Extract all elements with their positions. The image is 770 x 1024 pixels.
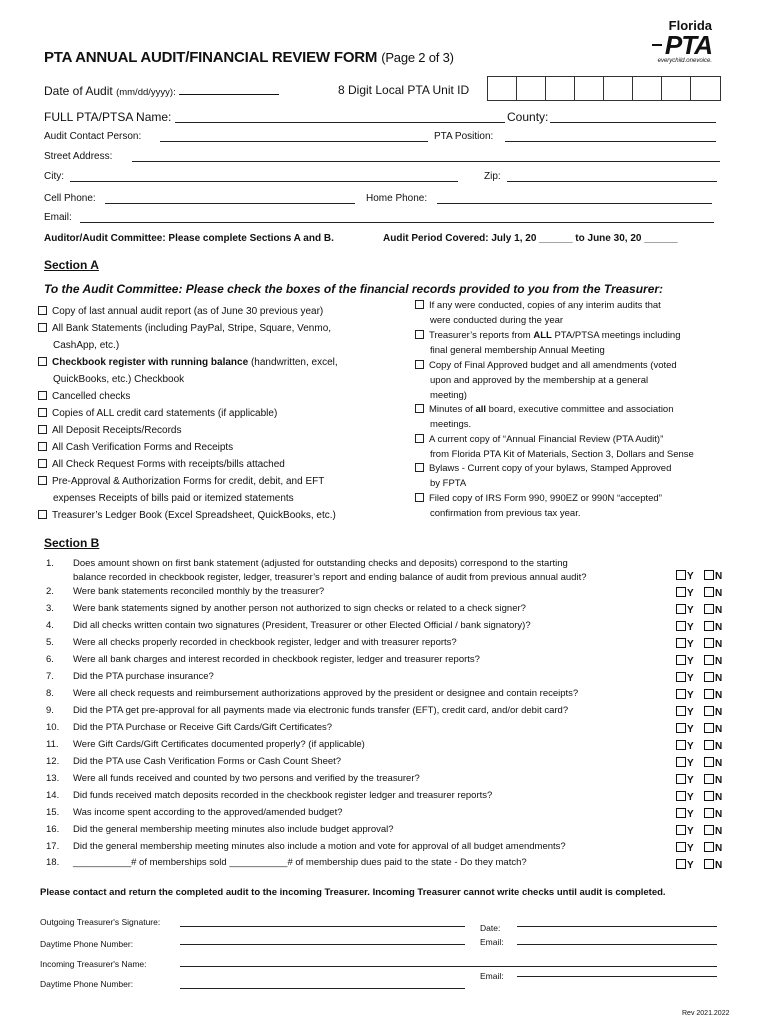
checkbox[interactable]: [38, 408, 47, 417]
checklist-item-cont: expenses Receipts of bills paid or itemized statements: [53, 493, 294, 504]
checklist-item-cont: QuickBooks, etc.) Checkbook: [53, 374, 185, 385]
question-number: 10.: [46, 722, 60, 733]
checklist-item[interactable]: A current copy of “Annual Financial Review (PTA Audit)”: [415, 434, 663, 445]
no-label: N: [715, 571, 723, 582]
checklist-item-cont: by FPTA: [430, 478, 467, 489]
no-label: N: [715, 724, 723, 735]
checkbox[interactable]: [415, 330, 424, 339]
no-label: N: [715, 826, 723, 837]
logo-tagline: everychild.onevoice.: [657, 58, 712, 64]
checklist-item[interactable]: Treasurer’s Ledger Book (Excel Spreadsheet, QuickBooks, etc.): [38, 510, 336, 521]
question-text: Was income spent according to the approved/amended budget?: [73, 807, 343, 818]
question-text: Does amount shown on first bank statement (adjusted for outstanding checks and deposits) correspond to the starting: [73, 558, 568, 569]
checkbox[interactable]: [704, 774, 714, 784]
checklist-item[interactable]: Filed copy of IRS Form 990, 990EZ or 990N “accepted”: [415, 493, 662, 504]
yes-label: Y: [687, 605, 694, 616]
city-label: City:: [44, 171, 64, 182]
date-of-audit-field[interactable]: [44, 83, 279, 98]
checkbox[interactable]: [38, 510, 47, 519]
question-text: Did all checks written contain two signatures (President, Treasurer or other Elected Official / bank signatory)?: [73, 620, 531, 631]
checkbox[interactable]: [676, 740, 686, 750]
auditor-note: Auditor/Audit Committee: Please complete Sections A and B.: [44, 233, 334, 244]
outgoing-signature-label: Outgoing Treasurer's Signature:: [40, 917, 161, 927]
question-number: 11.: [46, 739, 59, 750]
question-text: Did the PTA use Cash Verification Forms or Cash Count Sheet?: [73, 756, 342, 767]
audit-contact-label: Audit Contact Person:: [44, 131, 142, 142]
checklist-item[interactable]: If any were conducted, copies of any interim audits that: [415, 300, 661, 311]
no-checkbox[interactable]: [704, 740, 722, 752]
checklist-item[interactable]: Cancelled checks: [38, 391, 130, 402]
yes-checkbox[interactable]: [676, 774, 694, 786]
no-label: N: [715, 758, 723, 769]
unit-id-box[interactable]: [575, 77, 604, 100]
question-number: 18.: [46, 857, 60, 868]
county-label: County:: [507, 110, 549, 124]
unit-id-box[interactable]: [517, 77, 546, 100]
no-checkbox[interactable]: [704, 706, 722, 718]
checkbox[interactable]: [38, 459, 47, 468]
checkbox[interactable]: [704, 825, 714, 835]
unit-id-box[interactable]: [488, 77, 517, 100]
checkbox[interactable]: [676, 808, 686, 818]
checkbox[interactable]: [704, 842, 714, 852]
daytime-phone-label: Daytime Phone Number:: [40, 939, 134, 949]
yes-checkbox[interactable]: [676, 604, 694, 616]
outgoing-signature-input[interactable]: [180, 926, 465, 927]
question-text: Were bank statements signed by another person not authorized to sign checks or related to a check signer?: [73, 603, 526, 614]
checklist-item[interactable]: Minutes of all board, executive committee and association: [415, 404, 674, 415]
no-checkbox[interactable]: [704, 570, 722, 582]
checkbox[interactable]: [676, 587, 686, 597]
email-label-outgoing: Email:: [480, 937, 504, 947]
no-label: N: [715, 622, 723, 633]
no-checkbox[interactable]: [704, 689, 722, 701]
section-a-instruction: [44, 282, 663, 296]
unit-id-box[interactable]: [662, 77, 691, 100]
unit-id-box[interactable]: [691, 77, 720, 100]
yes-label: Y: [687, 860, 694, 871]
checkbox[interactable]: [704, 587, 714, 597]
street-input[interactable]: [132, 161, 720, 162]
yes-checkbox[interactable]: [676, 859, 694, 871]
yes-checkbox[interactable]: [676, 672, 694, 684]
date-label: Date:: [480, 923, 501, 933]
yes-label: Y: [687, 656, 694, 667]
instruction-prefix: To the Audit Committee:: [44, 282, 183, 296]
page-title: [44, 49, 454, 66]
checkbox[interactable]: [676, 621, 686, 631]
no-checkbox[interactable]: [704, 672, 722, 684]
street-label: Street Address:: [44, 151, 113, 162]
checkbox[interactable]: [676, 774, 686, 784]
daytime-phone-input[interactable]: [180, 944, 465, 945]
checkbox[interactable]: [676, 638, 686, 648]
date-input[interactable]: [517, 926, 717, 927]
no-checkbox[interactable]: [704, 621, 722, 633]
no-label: N: [715, 690, 723, 701]
home-phone-input[interactable]: [437, 203, 712, 204]
checkbox[interactable]: [704, 655, 714, 665]
yes-checkbox[interactable]: [676, 587, 694, 599]
no-checkbox[interactable]: [704, 723, 722, 735]
question-number: 8.: [46, 688, 54, 699]
checklist-item[interactable]: Bylaws - Current copy of your bylaws, Stamped Approved: [415, 463, 671, 474]
question-number: 2.: [46, 586, 54, 597]
checkbox[interactable]: [676, 757, 686, 767]
audit-period: Audit Period Covered: July 1, 20 ______ to June 30, 20 ______: [383, 233, 678, 244]
yes-label: Y: [687, 673, 694, 684]
checkbox[interactable]: [38, 391, 47, 400]
question-text: Were all bank charges and interest recorded in checkbook register, ledger and treasurer reports?: [73, 654, 480, 665]
yes-checkbox[interactable]: [676, 638, 694, 650]
logo-bar: [652, 44, 662, 46]
checkbox[interactable]: [704, 791, 714, 801]
date-format-label: (mm/dd/yyyy):: [116, 87, 176, 98]
florida-pta-logo: [640, 18, 740, 66]
full-name-input[interactable]: [175, 122, 505, 123]
question-number: 1.: [46, 558, 54, 569]
daytime-phone-input-incoming[interactable]: [180, 988, 465, 989]
checkbox[interactable]: [704, 757, 714, 767]
checklist-item[interactable]: Copies of ALL credit card statements (if applicable): [38, 408, 277, 419]
checkbox[interactable]: [676, 672, 686, 682]
yes-checkbox[interactable]: [676, 570, 694, 582]
page-indicator: (Page 2 of 3): [381, 50, 454, 65]
checkbox[interactable]: [704, 570, 714, 580]
yes-label: Y: [687, 843, 694, 854]
yes-label: Y: [687, 622, 694, 633]
date-of-audit-input[interactable]: [179, 83, 279, 95]
checkbox[interactable]: [704, 859, 714, 869]
question-text: Did funds received match deposits recorded in the checkbook register ledger and treasurer reports?: [73, 790, 493, 801]
yes-checkbox[interactable]: [676, 791, 694, 803]
question-number: 7.: [46, 671, 54, 682]
checkbox[interactable]: [676, 570, 686, 580]
cell-phone-label: Cell Phone:: [44, 193, 96, 204]
email-input-outgoing[interactable]: [517, 944, 717, 945]
no-label: N: [715, 860, 723, 871]
question-number: 15.: [46, 807, 60, 818]
yes-checkbox[interactable]: [676, 723, 694, 735]
checkbox[interactable]: [704, 672, 714, 682]
checkbox[interactable]: [38, 442, 47, 451]
logo-main: PTA: [664, 30, 712, 60]
checklist-item[interactable]: All Cash Verification Forms and Receipts: [38, 442, 233, 453]
no-label: N: [715, 775, 723, 786]
checkbox[interactable]: [415, 493, 424, 502]
unit-id-box[interactable]: [633, 77, 662, 100]
question-text: Did the general membership meeting minutes also include a motion and vote for approval of all budget amendments?: [73, 841, 566, 852]
email-input-incoming[interactable]: [517, 976, 717, 977]
instruction-text: Please check the boxes of the financial records provided to you from the Treasurer:: [185, 282, 664, 296]
checklist-item-cont: meeting): [430, 390, 467, 401]
checkbox[interactable]: [38, 357, 47, 366]
yes-checkbox[interactable]: [676, 689, 694, 701]
unit-id-boxes[interactable]: [487, 76, 721, 101]
question-text: Were all check requests and reimbursement authorizations approved by the president or designee and contain receipts?: [73, 688, 579, 699]
question-number: 17.: [46, 841, 60, 852]
home-phone-label: Home Phone:: [366, 193, 428, 204]
checklist-item-cont: final general membership Annual Meeting: [430, 345, 605, 356]
checkbox[interactable]: [415, 463, 424, 472]
question-number: 5.: [46, 637, 54, 648]
unit-id-label: 8 Digit Local PTA Unit ID: [338, 83, 470, 97]
no-label: N: [715, 588, 723, 599]
checkbox[interactable]: [38, 476, 47, 485]
checklist-item-cont: CashApp, etc.): [53, 340, 120, 351]
no-checkbox[interactable]: [704, 808, 722, 820]
yes-checkbox[interactable]: [676, 740, 694, 752]
question-number: 14.: [46, 790, 60, 801]
no-checkbox[interactable]: [704, 842, 722, 854]
checkbox[interactable]: [415, 434, 424, 443]
checkbox[interactable]: [676, 859, 686, 869]
no-label: N: [715, 673, 723, 684]
checkbox[interactable]: [704, 604, 714, 614]
yes-checkbox[interactable]: [676, 655, 694, 667]
checklist-item[interactable]: Treasurer’s reports from ALL PTA/PTSA meetings including: [415, 330, 681, 341]
checkbox[interactable]: [704, 723, 714, 733]
question-text: Were bank statements reconciled monthly by the treasurer?: [73, 586, 325, 597]
yes-checkbox[interactable]: [676, 757, 694, 769]
yes-label: Y: [687, 826, 694, 837]
checklist-item[interactable]: Copy of last annual audit report (as of June 30 previous year): [38, 306, 323, 317]
question-number: 9.: [46, 705, 54, 716]
no-checkbox[interactable]: [704, 655, 722, 667]
question-number: 3.: [46, 603, 54, 614]
checklist-item[interactable]: All Check Request Forms with receipts/bills attached: [38, 459, 285, 470]
daytime-phone-label-incoming: Daytime Phone Number:: [40, 979, 134, 989]
yes-checkbox[interactable]: [676, 706, 694, 718]
no-label: N: [715, 639, 723, 650]
no-label: N: [715, 843, 723, 854]
yes-checkbox[interactable]: [676, 621, 694, 633]
no-label: N: [715, 656, 723, 667]
footer-notice: Please contact and return the completed audit to the incoming Treasurer. Incoming Treasurer cannot write checks until audit is completed.: [40, 887, 666, 898]
audit-contact-input[interactable]: [160, 141, 428, 142]
pta-position-input[interactable]: [505, 141, 716, 142]
question-text: Did the PTA purchase insurance?: [73, 671, 214, 682]
yes-label: Y: [687, 571, 694, 582]
incoming-name-label: Incoming Treasurer's Name:: [40, 959, 147, 969]
question-number: 4.: [46, 620, 54, 631]
no-checkbox[interactable]: [704, 825, 722, 837]
question-number: 13.: [46, 773, 60, 784]
checklist-item-cont: from Florida PTA Kit of Materials, Section 3, Dollars and Sense: [430, 449, 694, 460]
checkbox[interactable]: [704, 638, 714, 648]
no-label: N: [715, 792, 723, 803]
no-label: N: [715, 605, 723, 616]
yes-label: Y: [687, 724, 694, 735]
checklist-item-cont: were conducted during the year: [430, 315, 564, 326]
no-checkbox[interactable]: [704, 774, 722, 786]
checklist-item[interactable]: Checkbook register with running balance (handwritten, excel,: [38, 357, 338, 368]
form-title: PTA ANNUAL AUDIT/FINANCIAL REVIEW FORM: [44, 49, 378, 66]
checklist-item[interactable]: All Deposit Receipts/Records: [38, 425, 182, 436]
checkbox[interactable]: [38, 323, 47, 332]
unit-id-box[interactable]: [604, 77, 633, 100]
yes-checkbox[interactable]: [676, 825, 694, 837]
section-b-title: Section B: [44, 536, 100, 550]
yes-label: Y: [687, 707, 694, 718]
logo-state: Florida: [668, 18, 712, 33]
checkbox[interactable]: [415, 360, 424, 369]
checkbox[interactable]: [704, 706, 714, 716]
email-label: Email:: [44, 212, 72, 223]
checkbox[interactable]: [415, 404, 424, 413]
question-text: Were all funds received and counted by two persons and verified by the treasurer?: [73, 773, 420, 784]
checkbox[interactable]: [38, 425, 47, 434]
checkbox[interactable]: [704, 621, 714, 631]
no-checkbox[interactable]: [704, 638, 722, 650]
checkbox[interactable]: [676, 723, 686, 733]
no-checkbox[interactable]: [704, 604, 722, 616]
checkbox[interactable]: [704, 740, 714, 750]
checkbox[interactable]: [704, 808, 714, 818]
yes-checkbox[interactable]: [676, 842, 694, 854]
yes-label: Y: [687, 775, 694, 786]
no-label: N: [715, 809, 723, 820]
question-number: 12.: [46, 756, 60, 767]
checkbox[interactable]: [704, 689, 714, 699]
city-input[interactable]: [70, 181, 458, 182]
no-checkbox[interactable]: [704, 859, 722, 871]
revision-label: Rev 2021.2022: [682, 1010, 730, 1017]
checkbox[interactable]: [676, 604, 686, 614]
checkbox[interactable]: [38, 306, 47, 315]
question-text: balance recorded in checkbook register, ledger, treasurer’s report and ending balance of audit from previous annual audit?: [73, 572, 587, 583]
checklist-item-cont: upon and approved by the membership at a general: [430, 375, 649, 386]
cell-phone-input[interactable]: [105, 203, 355, 204]
question-text: Were Gift Cards/Gift Certificates documented properly? (if applicable): [73, 739, 365, 750]
unit-id-box[interactable]: [546, 77, 575, 100]
zip-input[interactable]: [507, 181, 717, 182]
checkbox[interactable]: [676, 842, 686, 852]
checklist-item-cont: confirmation from previous tax year.: [430, 508, 581, 519]
no-label: N: [715, 741, 723, 752]
no-label: N: [715, 707, 723, 718]
yes-checkbox[interactable]: [676, 808, 694, 820]
question-text: Were all checks properly recorded in checkbook register, ledger and with treasurer reports?: [73, 637, 457, 648]
checkbox[interactable]: [676, 825, 686, 835]
checklist-item[interactable]: Copy of Final Approved budget and all amendments (voted: [415, 360, 677, 371]
question-text: ___________# of memberships sold ___________# of membership dues paid to the state - Do they match?: [73, 857, 527, 868]
no-checkbox[interactable]: [704, 587, 722, 599]
yes-label: Y: [687, 690, 694, 701]
pta-position-label: PTA Position:: [434, 131, 494, 142]
question-text: Did the PTA get pre-approval for all payments made via electronic funds transfer (EFT), credit card, and/or debit card?: [73, 705, 569, 716]
zip-label: Zip:: [484, 171, 501, 182]
section-a-title: Section A: [44, 258, 99, 272]
yes-label: Y: [687, 792, 694, 803]
checkbox[interactable]: [676, 689, 686, 699]
no-checkbox[interactable]: [704, 791, 722, 803]
county-input[interactable]: [550, 122, 716, 123]
yes-label: Y: [687, 758, 694, 769]
checkbox[interactable]: [676, 706, 686, 716]
question-text: Did the general membership meeting minutes also include budget approval?: [73, 824, 394, 835]
yes-label: Y: [687, 639, 694, 650]
yes-label: Y: [687, 809, 694, 820]
full-name-label: FULL PTA/PTSA Name:: [44, 110, 172, 124]
date-of-audit-label: Date of Audit: [44, 84, 113, 98]
checkbox[interactable]: [676, 655, 686, 665]
incoming-name-input[interactable]: [180, 966, 717, 967]
checkbox[interactable]: [415, 300, 424, 309]
question-number: 6.: [46, 654, 54, 665]
no-checkbox[interactable]: [704, 757, 722, 769]
email-label-incoming: Email:: [480, 971, 504, 981]
yes-label: Y: [687, 741, 694, 752]
checklist-item-cont: meetings.: [430, 419, 472, 430]
question-number: 16.: [46, 824, 60, 835]
checkbox[interactable]: [676, 791, 686, 801]
yes-label: Y: [687, 588, 694, 599]
checklist-item[interactable]: Pre-Approval & Authorization Forms for credit, debit, and EFT: [38, 476, 324, 487]
checklist-item[interactable]: All Bank Statements (including PayPal, Stripe, Square, Venmo,: [38, 323, 331, 334]
email-input[interactable]: [80, 222, 714, 223]
question-text: Did the PTA Purchase or Receive Gift Cards/Gift Certificates?: [73, 722, 333, 733]
